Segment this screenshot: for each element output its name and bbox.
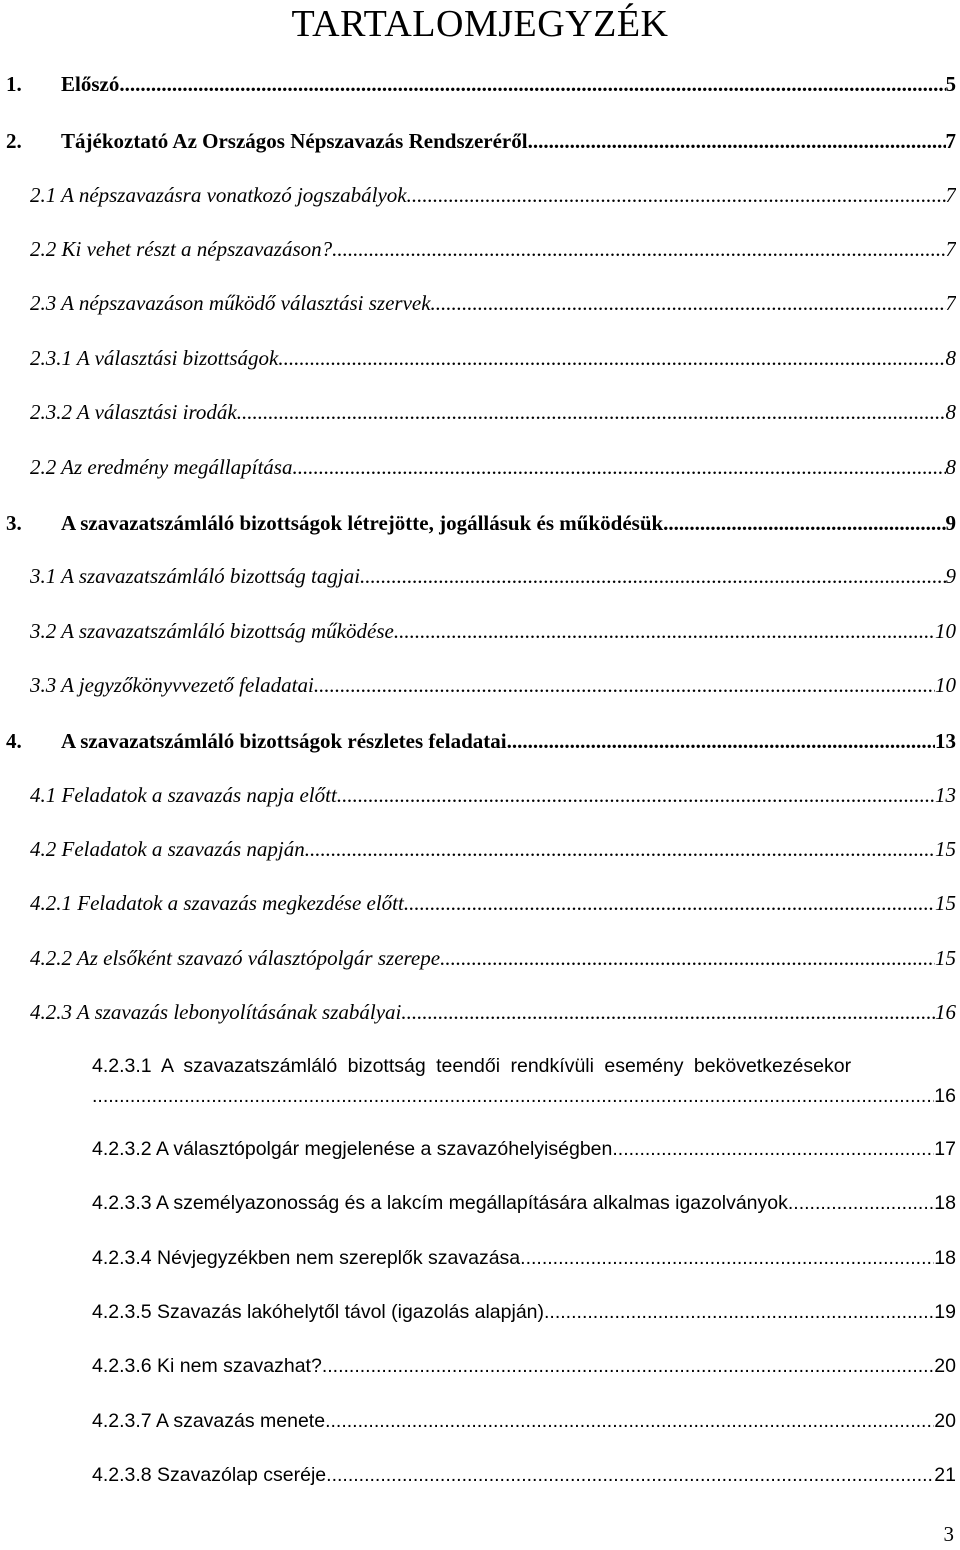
toc-leader — [92, 1081, 934, 1111]
toc-leader — [788, 1188, 934, 1218]
toc-page-number: 15 — [935, 837, 956, 861]
toc-entry-4-2-3-7[interactable] — [92, 1406, 956, 1436]
toc-entry-2-2b[interactable] — [30, 452, 956, 482]
toc-leader — [407, 180, 946, 210]
toc-entry-1[interactable] — [6, 69, 956, 99]
toc-leader — [520, 1243, 934, 1273]
toc-leader — [528, 126, 946, 156]
toc-leader — [322, 1351, 934, 1381]
toc-leader — [360, 561, 945, 591]
toc-title: 3.1 A szavazatszámláló bizottság tagjai — [30, 564, 361, 588]
toc-page-number: 16 — [934, 1085, 956, 1107]
toc-page-number: 18 — [934, 1192, 956, 1214]
toc-number: 1. — [6, 72, 22, 96]
toc-page-number: 15 — [935, 946, 956, 970]
toc-page-number: 8 — [945, 400, 956, 424]
toc-leader — [119, 69, 945, 99]
toc-title: 2.2 Az eredmény megállapítása — [30, 455, 293, 479]
toc-number: 3. — [6, 511, 22, 535]
toc-entry-4-2-3-5[interactable] — [92, 1297, 956, 1327]
toc-page-number: 16 — [935, 1000, 956, 1024]
toc-page-number: 19 — [934, 1301, 956, 1323]
toc-title: 4.2.3.7 A szavazás menete — [92, 1410, 326, 1432]
toc-title: 4.2 Feladatok a szavazás napján — [30, 837, 305, 861]
toc-title: 4.2.1 Feladatok a szavazás megkezdése előtt — [30, 891, 404, 915]
toc-leader — [401, 997, 935, 1027]
toc-title: 2.3.1 A választási bizottságok — [30, 346, 279, 370]
toc-page-number: 8 — [945, 346, 956, 370]
toc-entry-4-1[interactable] — [30, 780, 956, 810]
toc-entry-2[interactable] — [6, 126, 956, 156]
page-title: TARTALOMJEGYZÉK — [291, 3, 669, 45]
toc-title: 2.2 Ki vehet részt a népszavazáson? — [30, 237, 333, 261]
toc-page-number: 13 — [935, 783, 956, 807]
toc-leader — [314, 670, 935, 700]
toc-page-number: 7 — [945, 183, 956, 207]
page-number: 3 — [943, 1522, 954, 1546]
toc-title: 4.2.3.8 Szavazólap cseréje — [92, 1464, 327, 1486]
toc-page-number: 15 — [935, 891, 956, 915]
toc-leader — [325, 1406, 934, 1436]
toc-title: A szavazatszámláló bizottságok létrejötte, jogállásuk és működésük — [61, 511, 664, 535]
toc-page-number: 13 — [935, 729, 956, 753]
toc-page-number: 7 — [945, 237, 956, 261]
toc-page-number: 8 — [945, 455, 956, 479]
toc-leader — [332, 234, 945, 264]
toc-page-number: 7 — [945, 129, 956, 153]
toc-title: 4.1 Feladatok a szavazás napja előtt — [30, 783, 337, 807]
toc-title: 2.3 A népszavazáson működő választási szervek — [30, 291, 431, 315]
toc-leader — [612, 1134, 934, 1164]
toc-title: Tájékoztató Az Országos Népszavazás Rendszeréről — [61, 129, 528, 153]
toc-entry-4-2-3-3[interactable] — [92, 1188, 956, 1218]
toc-title: 4.2.3.3 A személyazonosság és a lakcím megállapítására alkalmas igazolványok — [92, 1192, 788, 1214]
toc-title: 3.3 A jegyzőkönyvvezető feladatai — [30, 673, 314, 697]
toc-page-number: 5 — [945, 72, 956, 96]
toc-entry-4-2-3-6[interactable] — [92, 1351, 956, 1381]
toc-page-number: 17 — [934, 1138, 956, 1160]
toc-page-number: 9 — [945, 511, 956, 535]
toc-entry-4-2[interactable] — [30, 834, 956, 864]
toc-entry-4-2-1[interactable] — [30, 888, 956, 918]
toc-page-number: 18 — [934, 1247, 956, 1269]
toc-entry-3[interactable] — [6, 508, 956, 538]
toc-entry-2-3[interactable] — [30, 288, 956, 318]
toc-entry-2-2[interactable] — [30, 234, 956, 264]
toc-continuation — [92, 1081, 956, 1111]
toc-number: 2. — [6, 129, 22, 153]
toc-page-number: 9 — [945, 564, 956, 588]
toc-entry-2-3-2[interactable] — [30, 397, 956, 427]
toc-leader — [544, 1297, 934, 1327]
toc-entry-3-3[interactable] — [30, 670, 956, 700]
toc-title: 2.1 A népszavazásra vonatkozó jogszabályok — [30, 183, 407, 207]
toc-entry-4-2-3-2[interactable] — [92, 1134, 956, 1164]
toc-entry-2-3-1[interactable] — [30, 343, 956, 373]
toc-leader — [237, 397, 946, 427]
toc-title: 4.2.3.6 Ki nem szavazhat? — [92, 1355, 322, 1377]
toc-title: Előszó — [61, 72, 120, 96]
toc-leader — [507, 726, 935, 756]
toc-leader — [404, 888, 935, 918]
toc-leader — [440, 943, 935, 973]
toc-entry-4[interactable] — [6, 726, 956, 756]
toc-leader — [278, 343, 945, 373]
toc-number: 4. — [6, 729, 22, 753]
toc-page-number: 10 — [935, 619, 956, 643]
toc-leader — [663, 508, 945, 538]
toc-entry-4-2-2[interactable] — [30, 943, 956, 973]
toc-entry-3-2[interactable] — [30, 616, 956, 646]
toc-title: 4.2.3.5 Szavazás lakóhelytől távol (igazolás alapján) — [92, 1301, 545, 1323]
toc-page-number: 21 — [934, 1464, 956, 1486]
toc-leader — [326, 1460, 934, 1490]
toc-entry-4-2-3-4[interactable] — [92, 1243, 956, 1273]
toc-leader — [292, 452, 945, 482]
toc-page-number: 20 — [934, 1355, 956, 1377]
toc-title: 2.3.2 A választási irodák — [30, 400, 237, 424]
toc-page-number: 10 — [935, 673, 956, 697]
toc-title: 4.2.3.2 A választópolgár megjelenése a szavazóhelyiségben — [92, 1138, 613, 1160]
toc-entry-4-2-3[interactable] — [30, 997, 956, 1027]
toc-page-number: 20 — [934, 1410, 956, 1432]
toc-entry-3-1[interactable] — [30, 561, 956, 591]
toc-entry-4-2-3-1[interactable] — [92, 1051, 956, 1115]
toc-leader — [394, 616, 935, 646]
toc-leader — [305, 834, 935, 864]
toc-title: 4.2.3 A szavazás lebonyolításának szabályai — [30, 1000, 402, 1024]
toc-page-number: 7 — [945, 291, 956, 315]
toc-title: 4.2.3.1 A szavazatszámláló bizottság teendői rendkívüli esemény bekövetkezésekor — [92, 1055, 852, 1077]
toc-entry-4-2-3-8[interactable] — [92, 1460, 956, 1490]
toc-title: A szavazatszámláló bizottságok részletes feladatai — [61, 729, 507, 753]
toc-title: 4.2.3.4 Névjegyzékben nem szereplők szavazása — [92, 1247, 521, 1269]
toc-title: 3.2 A szavazatszámláló bizottság működése — [30, 619, 394, 643]
toc-title: 4.2.2 Az elsőként szavazó választópolgár szerepe — [30, 946, 441, 970]
toc-entry-2-1[interactable] — [30, 180, 956, 210]
toc-leader — [337, 780, 935, 810]
toc-leader — [431, 288, 946, 318]
